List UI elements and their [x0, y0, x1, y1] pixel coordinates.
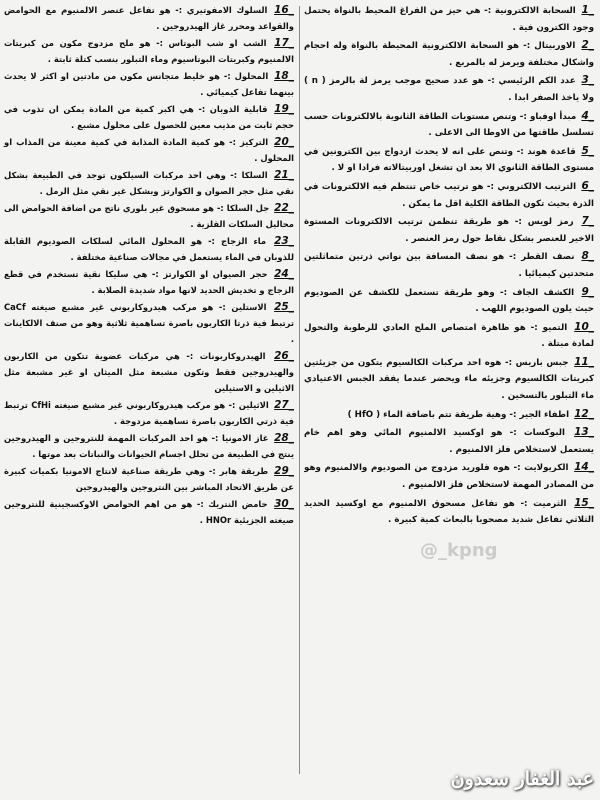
entry-text: حامض النتريك :- هو من اهم الحوامض الاوكسجينية للنتروجين صيغته الجزيئية HNOr . — [4, 499, 294, 525]
entry-text: السحابة الالكترونية :- هي حيز من الفراغ المحيط بالنواة يحتمل وجود الكترون فية . — [304, 6, 594, 33]
definition-entry — [4, 101, 294, 133]
entry-text: التميو :- هو ظاهرة امتصاص الملح العادي للرطوبة والتحول لمادة مبتلة . — [304, 322, 594, 350]
entry-number: 11_ — [574, 355, 594, 368]
entry-text: الثرميت :- هو تفاعل مسحوق الالمنيوم مع اوكسيد الحديد الثلاثي تفاعل شديد مصحوبا بالبعاث كمية كبيرة . — [304, 498, 594, 526]
entry-text: الاوربيتال :- هو السحابة الالكترونية المحيطة بالنواة وله احجام واشكال مختلفة ويرمز له بالمربع . — [304, 41, 594, 68]
definition-entry — [4, 397, 294, 429]
right-column — [304, 2, 596, 798]
entry-text: قابلية الذوبان :- هي اكبر كمية من المادة يمكن ان تذوب في حجم ثابت من مذيب معين للحصول على محلول مشبع . — [4, 104, 294, 130]
entry-number: 21_ — [274, 169, 294, 181]
entry-number: 29_ — [274, 465, 294, 477]
entry-number: 25_ — [274, 301, 294, 313]
definition-entry — [304, 319, 594, 353]
entry-text: رمز لويس :- هو طريقة تنظمن ترتيب الالكترونات المستوة الاخير للعنصر بشكل نقاط حول رمز العنصر . — [304, 217, 594, 244]
definition-entry — [4, 463, 294, 495]
left-column — [2, 2, 294, 798]
entry-number: 3_ — [581, 74, 594, 87]
entry-number: 28_ — [274, 432, 294, 444]
watermark-handle: @_kpng — [420, 540, 498, 561]
definition-entry — [4, 167, 294, 199]
entry-text: الشب او شب البوتاس :- هو ملح مزدوج مكون من كبريتات الالمنيوم وكبريتات البوتاسيوم وماء التبلور بنسب كتلة ثابتة . — [4, 38, 294, 64]
entry-number: 17_ — [274, 37, 294, 49]
entry-number: 14_ — [574, 461, 594, 474]
entry-number: 13_ — [574, 426, 594, 439]
entry-text: الهيدروكاربونات :- هي مركبات عضوية تتكون من الكاربون والهيدروجين فقط وتكون مشبعة مثل الميثان او غير مشبعة مثل الاثيلين و الاستيلين — [4, 351, 294, 393]
entry-number: 20_ — [274, 136, 294, 148]
entry-number: 24_ — [274, 268, 294, 280]
definition-entry — [304, 2, 594, 36]
column-divider — [299, 6, 300, 774]
entry-number: 5_ — [581, 144, 594, 157]
definition-entry — [304, 424, 594, 458]
entry-text: قاعدة هوند :- وتنص على انه لا يحدث ازدواج بين الكترونين في مستوى الطاقة الثانوي الا بعد ان تشغل اوربيتالاته فرادا او لا . — [304, 146, 594, 174]
definition-entry — [4, 299, 294, 347]
entry-number: 26_ — [274, 350, 294, 362]
definition-entry — [304, 37, 594, 71]
definition-entry — [304, 178, 594, 212]
entry-text: جبس باريس :- هوه احد مركبات الكالسيوم يتكون من جزيئتين كبريتات الكالسيوم وجزيئه ماء ويحضر عندما يفقد الجبس الاعتيادي ماء التبلور بالتسخين . — [304, 357, 594, 402]
author-signature: عبد الغفار سعدون — [450, 768, 594, 790]
entry-number: 10_ — [574, 320, 595, 333]
entry-text: البوكسات :- هو اوكسيد الالمنيوم المائي وهو اهم خام يستعمل لاستخلاص فلز الالمنيوم . — [304, 428, 594, 455]
entry-text: الكشف الجاف :- وهو طريقة تستعمل للكشف عن الصوديوم حيث يلون الصوديوم اللهب . — [304, 287, 594, 315]
entry-text: غاز الامونيا :- هو احد المركبات المهمة للنتروجين و الهيدروجين ينتج في الطبيعة من تحلل اجسام الحيوانات والنباتات بعد موتها . — [4, 433, 294, 459]
definition-entry — [4, 68, 294, 100]
definition-entry — [4, 35, 294, 67]
entry-number: 9_ — [581, 285, 594, 298]
definition-entry — [4, 2, 294, 34]
entry-number: 19_ — [274, 103, 294, 115]
definition-entry — [304, 284, 594, 318]
definition-entry — [304, 108, 594, 142]
entry-number: 15_ — [574, 496, 594, 509]
definition-entry — [4, 233, 294, 265]
entry-number: 27_ — [274, 399, 294, 411]
definition-entry — [304, 406, 594, 424]
definition-entry — [4, 200, 294, 232]
definition-entry — [304, 248, 594, 282]
definition-entry — [4, 430, 294, 462]
entry-text: الاستلين :- هو مركب هيدروكاربوني غير مشبع صيغته CaCf ترتبط فية ذرتا الكاربون باصرة تساهمية ثلاثية وهو من صنف الالكاينات . — [4, 302, 294, 344]
entry-number: 22_ — [274, 202, 294, 214]
entry-text: المحلول :- هو خليط متجانس مكون من مادتين او اكثر لا يحدث بينهما تفاعل كيميائي . — [4, 71, 294, 97]
entry-number: 6_ — [581, 179, 594, 192]
entry-text: مبدأ اوفباو :- وتنص مستويات الطاقة الثانوية بالالكترونات حسب تسلسل طاقتها من الاوطا الى الاعلى . — [304, 111, 594, 139]
definition-entry — [4, 266, 294, 298]
entry-number: 23_ — [274, 235, 294, 247]
entry-number: 16_ — [274, 4, 294, 16]
entry-text: الاثيلين :- هو مركب هيدروكاربوني غير مشبع صيغته CfHi ترتبط فية ذرتي الكاربون باصرة تساهمية مزدوجة . — [4, 400, 294, 426]
definition-entry — [304, 213, 594, 247]
entry-text: الترتيب الالكتروني :- هو ترتيب خاص تنتظم فيه الالكترونات في الذرة بحيث تكون الطاقة الكلية اقل ما يمكن . — [304, 181, 594, 209]
entry-number: 2_ — [581, 39, 595, 52]
entry-text: اطفاء الجير :- وهية طريقة تتم باضافة الماء ( HfO ) — [347, 409, 570, 420]
entry-text: حجر الصيوان او الكوارتز :- هي سليكا نقية تستخدم في قطع الزجاج و تخديش الحديد لانها مواد شديدة الصلابة . — [4, 269, 294, 295]
entry-text: ماء الزجاج :- هو المحلول المائي لسلكات الصوديوم القابلة للذوبان في الماء يستعمل في مجالات صناعية مختلفة . — [4, 236, 294, 262]
definition-entry — [4, 496, 294, 528]
entry-text: التركيز :- هو كمية المادة المذابة في كمية معينة من المذاب او المحلول . — [4, 137, 294, 163]
entry-number: 12_ — [574, 407, 594, 420]
entry-text: طريقة هابر :- وهي طريقة صناعية لانتاج الامونيا بكميات كبيرة عن طريق الاتحاد المباشر بين النتروجين والهيدروجين — [4, 466, 294, 492]
definition-entry — [4, 348, 294, 396]
definition-entry — [4, 134, 294, 166]
entry-number: 1_ — [581, 4, 594, 16]
entry-number: 30_ — [274, 498, 294, 510]
entry-number: 8_ — [581, 250, 594, 263]
entry-text: الكريولايت :- هوه فلوريد مزدوج من الصوديوم والالمنيوم وهو من المصادر المهمة لاستخلاص فلز الالمنيوم . — [304, 463, 594, 491]
entry-text: نصف القطر :- هو نصف المسافة بين نواتي ذرتين متماثلتين متحدتين كيميائيا . — [304, 252, 594, 279]
entry-text: جل السلكا :- هو مسحوق غير بلوري ناتج من اضافة الحوامض الى محاليل السلكات القلزية . — [4, 203, 294, 229]
definition-entry — [304, 459, 594, 493]
definition-entry — [304, 354, 594, 405]
entry-number: 7_ — [581, 215, 594, 228]
entry-text: عدد الكم الرئيسي :- هو عدد صحيح موجب يرمز لة بالرمز ( n ) ولا ياخذ الصفر ابدا . — [304, 76, 594, 103]
definition-entry — [304, 72, 594, 106]
definition-entry — [304, 143, 594, 177]
definition-entry — [304, 495, 594, 529]
entry-text: السلوك الامفوتيري :- هو تفاعل عنصر الالمنيوم مع الحوامض والقواعد ومحرر غاز الهيدروجين . — [4, 5, 294, 31]
entry-text: السلكا :- وهي احد مركبات السيلكون توجد في الطبيعة بشكل نقي مثل حجر الصوان و الكوارتز وبشكل غير نقي مثل الرمل . — [4, 170, 294, 196]
entry-number: 4_ — [581, 109, 594, 122]
entry-number: 18_ — [274, 70, 294, 82]
